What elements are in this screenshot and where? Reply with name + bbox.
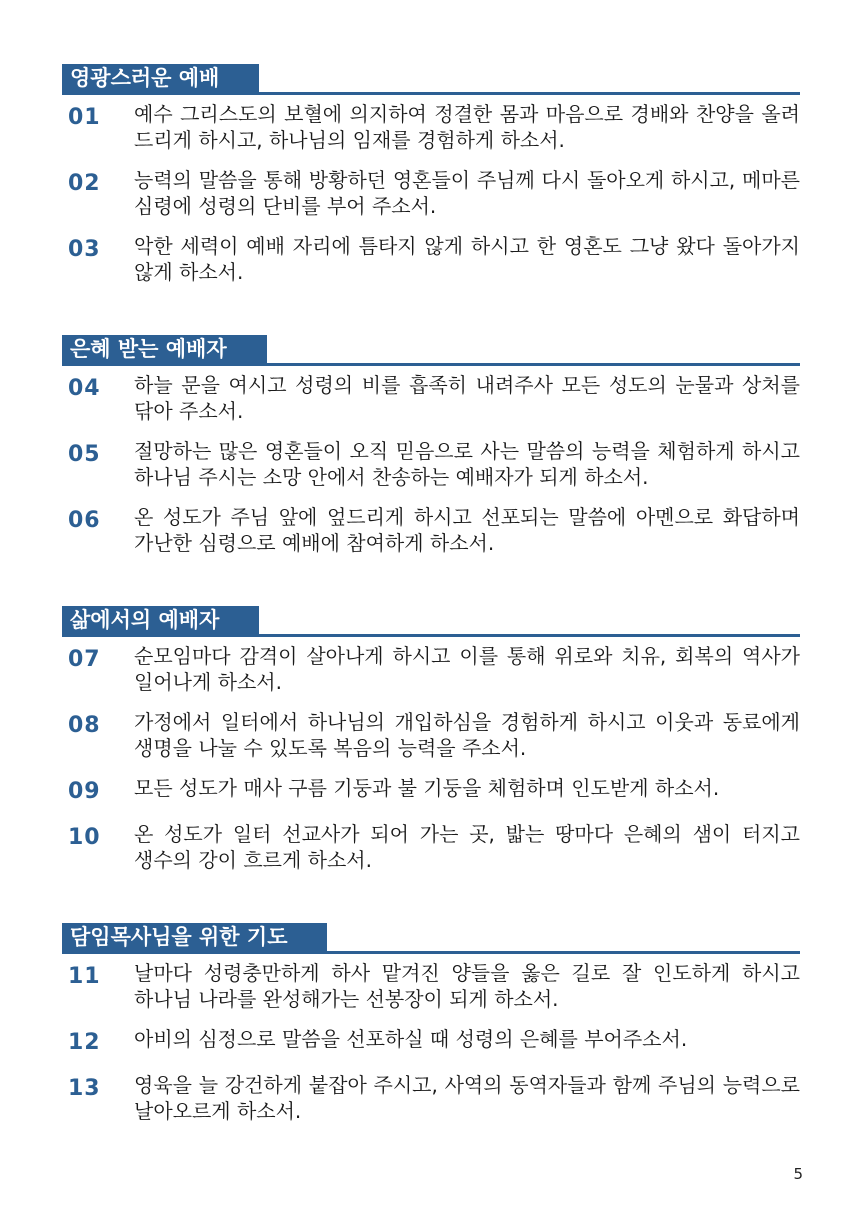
item-number: 12 xyxy=(68,1030,101,1055)
item-number: 01 xyxy=(68,105,101,130)
prayer-item xyxy=(62,1026,800,1058)
section-title: 삶에서의 예배자 xyxy=(62,606,259,634)
item-number: 05 xyxy=(68,442,101,467)
item-text: 악한 세력이 예배 자리에 틈타지 않게 하시고 한 영혼도 그냥 왔다 돌아가지 않게 하소서. xyxy=(134,234,800,284)
section-header xyxy=(62,604,800,637)
prayer-item xyxy=(62,438,800,490)
item-text: 모든 성도가 매사 구름 기둥과 불 기둥을 체험하며 인도받게 하소서. xyxy=(134,776,720,800)
section-header xyxy=(62,333,800,366)
item-number: 04 xyxy=(68,376,101,401)
prayer-item xyxy=(62,643,800,695)
item-text: 하늘 문을 여시고 성령의 비를 흡족히 내려주사 모든 성도의 눈물과 상처를 닦아 주소서. xyxy=(134,373,800,423)
page-number: 5 xyxy=(793,1165,803,1183)
item-text: 예수 그리스도의 보혈에 의지하여 정결한 몸과 마음으로 경배와 찬양을 올려 드리게 하시고, 하나님의 임재를 경험하게 하소서. xyxy=(134,102,800,152)
prayer-item xyxy=(62,775,800,807)
prayer-item xyxy=(62,960,800,1012)
item-number: 08 xyxy=(68,713,101,738)
item-number: 02 xyxy=(68,171,101,196)
item-number: 10 xyxy=(68,825,101,850)
section-pastor-prayer xyxy=(62,921,800,1124)
item-number: 03 xyxy=(68,237,101,262)
section-header xyxy=(62,921,800,954)
prayer-item xyxy=(62,233,800,285)
item-text: 온 성도가 주님 앞에 엎드리게 하시고 선포되는 말씀에 아멘으로 화답하며 가난한 심령으로 예배에 참여하게 하소서. xyxy=(134,505,800,555)
section-title: 담임목사님을 위한 기도 xyxy=(62,923,327,951)
prayer-item xyxy=(62,101,800,153)
section-header xyxy=(62,62,800,95)
prayer-item xyxy=(62,167,800,219)
section-worshipper-in-life xyxy=(62,604,800,873)
item-number: 09 xyxy=(68,779,101,804)
item-text: 순모임마다 감격이 살아나게 하시고 이를 통해 위로와 치유, 회복의 역사가 일어나게 하소서. xyxy=(134,644,800,694)
item-number: 06 xyxy=(68,508,101,533)
item-number: 07 xyxy=(68,647,101,672)
prayer-item xyxy=(62,372,800,424)
item-text: 영육을 늘 강건하게 붙잡아 주시고, 사역의 동역자들과 함께 주님의 능력으로 날아오르게 하소서. xyxy=(134,1073,800,1123)
prayer-item xyxy=(62,821,800,873)
item-text: 아비의 심정으로 말씀을 선포하실 때 성령의 은혜를 부어주소서. xyxy=(134,1027,688,1051)
prayer-page xyxy=(62,62,800,1172)
item-number: 13 xyxy=(68,1076,101,1101)
section-glorious-worship xyxy=(62,62,800,285)
item-text: 능력의 말씀을 통해 방황하던 영혼들이 주님께 다시 돌아오게 하시고, 메마른 심령에 성령의 단비를 부어 주소서. xyxy=(134,168,800,218)
section-title: 은혜 받는 예배자 xyxy=(62,335,267,363)
item-text: 날마다 성령충만하게 하사 맡겨진 양들을 옳은 길로 잘 인도하게 하시고 하나님 나라를 완성해가는 선봉장이 되게 하소서. xyxy=(134,961,800,1011)
prayer-item xyxy=(62,504,800,556)
item-number: 11 xyxy=(68,964,101,989)
section-title: 영광스러운 예배 xyxy=(62,64,259,92)
prayer-item xyxy=(62,709,800,761)
item-text: 온 성도가 일터 선교사가 되어 가는 곳, 밟는 땅마다 은혜의 샘이 터지고 생수의 강이 흐르게 하소서. xyxy=(134,822,800,872)
section-graced-worshipper xyxy=(62,333,800,556)
item-text: 절망하는 많은 영혼들이 오직 믿음으로 사는 말씀의 능력을 체험하게 하시고 하나님 주시는 소망 안에서 찬송하는 예배자가 되게 하소서. xyxy=(134,439,800,489)
item-text: 가정에서 일터에서 하나님의 개입하심을 경험하게 하시고 이웃과 동료에게 생명을 나눌 수 있도록 복음의 능력을 주소서. xyxy=(134,710,800,760)
prayer-item xyxy=(62,1072,800,1124)
